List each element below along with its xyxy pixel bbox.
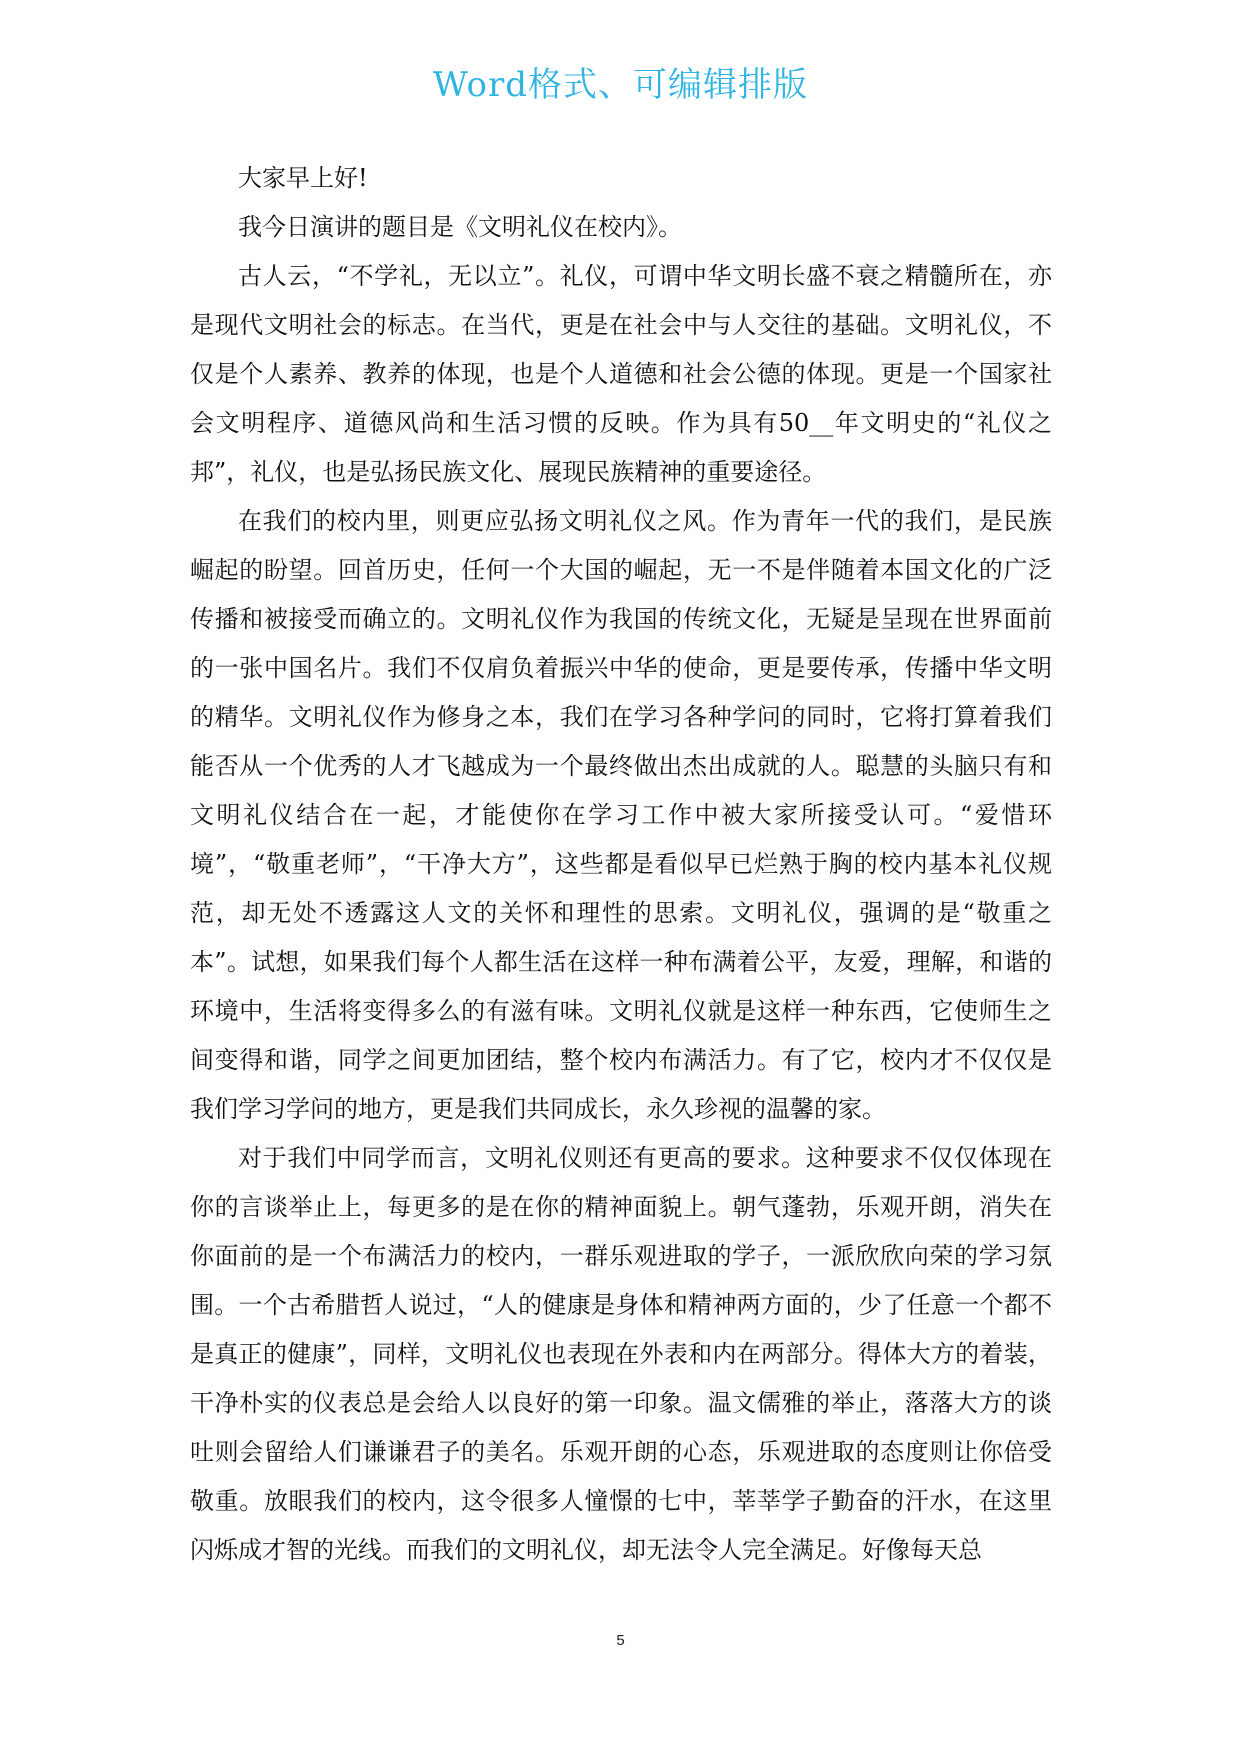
paragraph: 在我们的校内里，则更应弘扬文明礼仪之风。作为青年一代的我们，是民族崛起的盼望。回首历史，任何一个大国的崛起，无一不是伴随着本国文化的广泛传播和被接受而确立的。文明礼仪作为我国的传统文化，无疑是呈现在世界面前的一张中国名片。我们不仅肩负着振兴中华的使命，更是要传承，传播中华文明的精华。文明礼仪作为修身之本，我们在学习各种学问的同时，它将打算着我们能否从一个优秀的人才飞越成为一个最终做出杰出成就的人。聪慧的头脑只有和文明礼仪结合在一起，才能使你在学习工作中被大家所接受认可。“爱惜环境”，“敬重老师”，“干净大方”，这些都是看似早已烂熟于胸的校内基本礼仪规范，却无处不透露这人文的关怀和理性的思索。文明礼仪，强调的是“敬重之本”。试想，如果我们每个人都生活在这样一种布满着公平，友爱，理解，和谐的环境中，生活将变得多么的有滋有味。文明礼仪就是这样一种东西，它使师生之间变得和谐，同学之间更加团结，整个校内布满活力。有了它，校内才不仅仅是我们学习学问的地方，更是我们共同成长，永久珍视的温馨的家。 bbox=[190, 507, 1052, 1123]
paragraph: 古人云，“不学礼，无以立”。礼仪，可谓中华文明长盛不衰之精髓所在，亦是现代文明社会的标志。在当代，更是在社会中与人交往的基础。文明礼仪，不仅是个人素养、教养的体现，也是个人道德和社会公德的体现。更是一个国家社会文明程序、道德风尚和生活习惯的反映。作为具有50__年文明史的“礼仪之邦”，礼仪，也是弘扬民族文化、展现民族精神的重要途径。 bbox=[190, 262, 1052, 486]
paragraph: 对于我们中同学而言，文明礼仪则还有更高的要求。这种要求不仅仅体现在你的言谈举止上，每更多的是在你的精神面貌上。朝气蓬勃，乐观开朗，消失在你面前的是一个布满活力的校内，一群乐观进取的学子，一派欣欣向荣的学习氛围。一个古希腊哲人说过，“人的健康是身体和精神两方面的，少了任意一个都不是真正的健康”，同样，文明礼仪也表现在外表和内在两部分。得体大方的着装，干净朴实的仪表总是会给人以良好的第一印象。温文儒雅的举止，落落大方的谈吐则会留给人们谦谦君子的美名。乐观开朗的心态，乐观进取的态度则让你倍受敬重。放眼我们的校内，这令很多人憧憬的七中，莘莘学子勤奋的汗水，在这里闪烁成才智的光线。而我们的文明礼仪，却无法令人完全满足。好像每天总 bbox=[190, 1144, 1052, 1564]
paragraph-topic: 我今日演讲的题目是《文明礼仪在校内》。 bbox=[238, 213, 682, 241]
page-number: 5 bbox=[616, 1632, 625, 1649]
paragraph-greeting: 大家早上好! bbox=[238, 164, 368, 192]
document-body bbox=[190, 154, 1052, 1575]
page-header-title: Word格式、可编辑排版 bbox=[432, 65, 809, 105]
